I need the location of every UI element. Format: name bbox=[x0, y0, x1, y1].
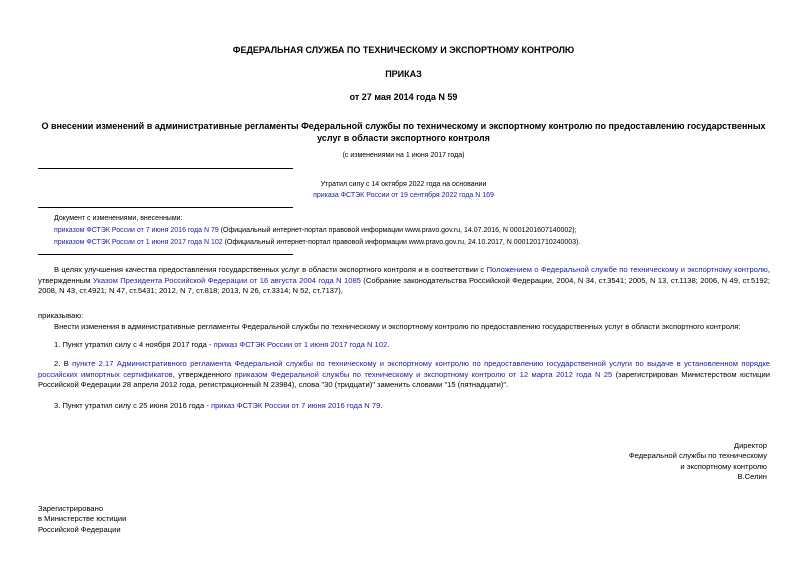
doc-type-heading: ПРИКАЗ bbox=[385, 69, 422, 79]
preamble-paragraph: В целях улучшения качества предоставления государственных услуг в области экспортного контроля и в соответствии с Положением о Федеральной службе по техническому и экспортному контролю, утвержденным Указом Президента Российской Федерации от 16 августа 2004 года N 1085 (Собрание законодательства Российской Федерации, 2004, N 34, ст.3541; 2005, N 13, ст.1138; 2006, N 49, ст.5192; 2008, N 43, ст.4921; N 47, ст.5431; 2012, N 7, ст.818; 2013, N 26, ст.3314; N 52, ст.7137), bbox=[38, 265, 770, 295]
amendment-source: (Официальный интернет-портал правовой информации www.pravo.gov.ru, 14.07.2016, N 0001201607140002); bbox=[218, 227, 577, 234]
lost-force-link[interactable]: приказа ФСТЭК России от 19 сентября 2022 года N 169 bbox=[313, 192, 494, 199]
signature-agency: Федеральной службы по техническому bbox=[628, 451, 767, 461]
amendment-item bbox=[54, 227, 576, 234]
amendment-link[interactable]: приказом ФСТЭК России от 1 июня 2017 года N 102 bbox=[54, 239, 223, 246]
point-3-link[interactable]: приказ ФСТЭК России от 7 июня 2016 года N 79 bbox=[210, 401, 381, 410]
amendment-link[interactable]: приказом ФСТЭК России от 7 июня 2016 года N 79 bbox=[54, 227, 219, 234]
amendment-source: (Официальный интернет-портал правовой информации www.pravo.gov.ru, 24.10.2017, N 0001201710240003). bbox=[222, 239, 581, 246]
signature-block bbox=[629, 441, 767, 483]
intro-line: Внести изменения в административные регламенты Федеральной службы по техническому и экспортному контролю по предоставлению государственных услуг в области экспортного контроля: bbox=[54, 322, 741, 331]
doc-title-line1: О внесении изменений в административные регламенты Федеральной службы по техническому и экспортному контролю по предоставлению государственных bbox=[41, 121, 766, 131]
registration-line: Российской Федерации bbox=[38, 524, 121, 534]
signature-name: В.Селин bbox=[737, 472, 767, 482]
doc-date-heading: от 27 мая 2014 года N 59 bbox=[349, 92, 458, 102]
point-3: 3. Пункт утратил силу с 25 июня 2016 года - приказ ФСТЭК России от 7 июня 2016 года N 79. bbox=[54, 401, 383, 410]
amendment-item bbox=[54, 239, 580, 246]
point-2-link-order[interactable]: приказом Федеральной службы по техническому и экспортному контролю от 12 марта 2012 года N 25 bbox=[234, 369, 613, 379]
point-2-link-regulation[interactable]: пункте 2.17 Административного регламента Федеральной службы по техническому и экспортному контролю по предоставлению государственной услуги по выдаче в установленном порядке российских импортных сертификатов bbox=[38, 359, 770, 379]
lost-force-text: Утратил силу с 14 октября 2022 года на основании bbox=[320, 181, 487, 188]
registration-line: в Министерстве юстиции bbox=[38, 514, 127, 524]
point-2: 2. В пункте 2.17 Административного регламента Федеральной службы по техническому и экспортному контролю по предоставлению государственной услуги по выдаче в установленном порядке российских импортных сертификатов, утвержденного приказом Федеральной службы по техническому и экспортному контролю от 12 марта 2012 года N 25 (зарегистрирован Министерством юстиции Российской Федерации 28 апреля 2012 года, регистрационный N 23984), слова "30 (тридцати)" заменить словами "15 (пятнадцати)". bbox=[38, 359, 770, 389]
signature-agency-cont: и экспортному контролю bbox=[680, 461, 767, 471]
divider bbox=[38, 207, 293, 208]
point-1-link[interactable]: приказ ФСТЭК России от 1 июня 2017 года N 102 bbox=[213, 340, 388, 349]
registration-block bbox=[38, 504, 126, 535]
amendments-intro: Документ с изменениями, внесенными: bbox=[54, 215, 183, 222]
regulation-link[interactable]: Положением о Федеральной службе по техническому и экспортному контролю bbox=[486, 265, 768, 274]
signature-title: Директор bbox=[733, 441, 767, 450]
point-1: 1. Пункт утратил силу с 4 ноября 2017 года - приказ ФСТЭК России от 1 июня 2017 года N 102. bbox=[54, 340, 390, 349]
doc-title-line2: услуг в области экспортного контроля bbox=[317, 133, 490, 143]
registration-line: Зарегистрировано bbox=[38, 504, 104, 513]
divider bbox=[38, 254, 293, 255]
agency-heading: ФЕДЕРАЛЬНАЯ СЛУЖБА ПО ТЕХНИЧЕСКОМУ И ЭКСПОРТНОМУ КОНТРОЛЮ bbox=[232, 45, 575, 55]
order-word: приказываю: bbox=[38, 311, 84, 320]
decree-link[interactable]: Указом Президента Российской Федерации от 16 августа 2004 года N 1085 bbox=[92, 275, 361, 285]
changes-note: (с изменениями на 1 июня 2017 года) bbox=[342, 152, 465, 159]
divider bbox=[38, 168, 293, 169]
